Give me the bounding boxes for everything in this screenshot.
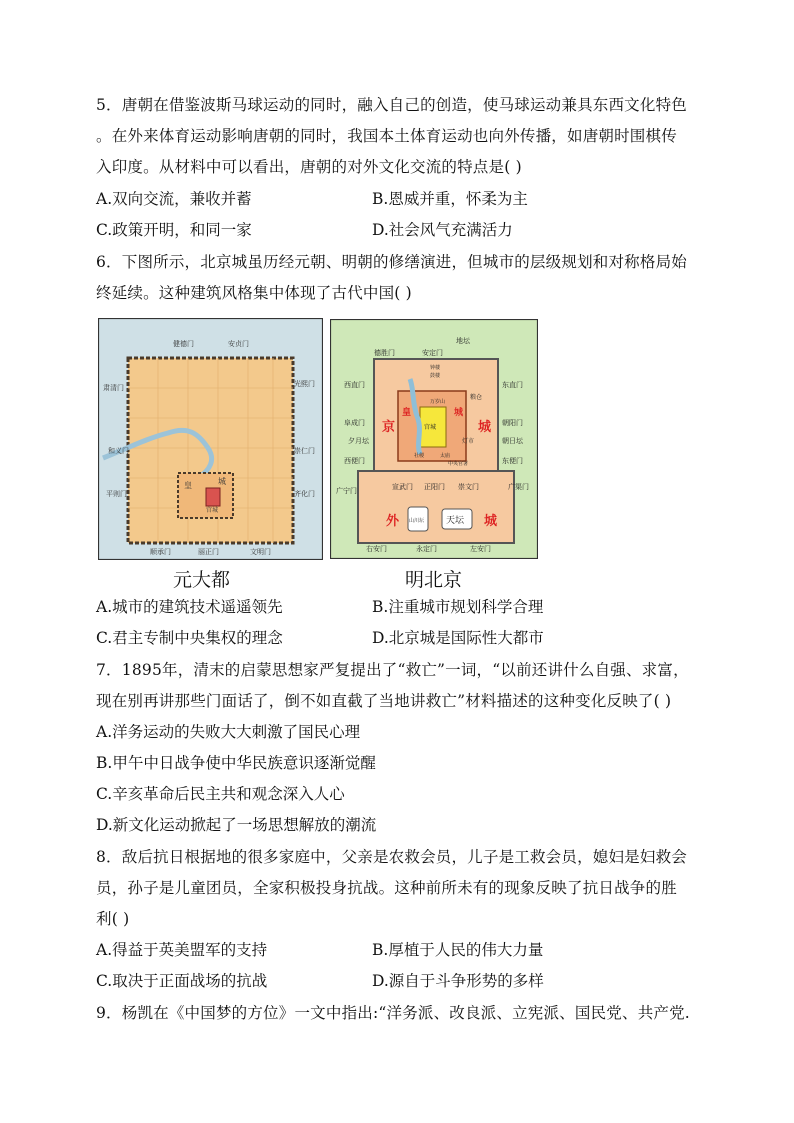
- ming-label-wai: 外: [386, 514, 400, 529]
- q5-line-2: 。在外来体育运动影响唐朝的同时，我国本土体育运动也向外传播，如唐朝时围棋传: [96, 127, 677, 145]
- ming-label-tiantan: 天坛: [446, 516, 465, 526]
- yuan-gate-guangxi: 光熙门: [294, 380, 315, 388]
- q7-line-1: 7．1895年，清末的启蒙思想家严复提出了“救亡”一词，“以前还讲什么自强、求富，: [96, 661, 689, 679]
- ming-gate-xiyuetan: 夕月坛: [348, 437, 369, 445]
- ming-label-cheng3: 城: [484, 514, 498, 529]
- ming-gate-dongzhi: 东直门: [502, 381, 523, 389]
- ming-gate-ditan: 地坛: [456, 337, 470, 345]
- map-yuan-dadu: [98, 318, 323, 560]
- ming-label-zhonglou: 钟楼: [430, 365, 441, 371]
- yuan-gate-anzhen: 安贞门: [228, 340, 249, 348]
- yuan-inner-gongcheng: 宫城: [206, 507, 219, 514]
- yuan-inner-cheng: 城: [218, 477, 226, 486]
- q7-option-b[interactable]: B.甲午中日战争使中华民族意识逐渐觉醒: [96, 754, 376, 772]
- ming-label-shanchuantan: 山川坛: [409, 518, 425, 524]
- ming-label-jing: 京: [382, 420, 396, 435]
- q8-line-2: 员，孙子是儿童团员，全家积极投身抗战。这种前所未有的现象反映了抗日战争的胜: [96, 879, 677, 897]
- ming-label-dengshi: 灯市: [462, 438, 475, 445]
- ming-label-gulou: 鼓楼: [430, 373, 441, 379]
- ming-label-wansuishan: 万岁山: [430, 399, 446, 405]
- ming-gate-xizhi: 西直门: [344, 381, 365, 389]
- ming-gate-guangqu: 广渠门: [508, 483, 529, 491]
- q7-line-2: 现在别再讲那些门面话了，倒不如直截了当地讲救亡”材料描述的这种变化反映了( ): [96, 692, 672, 710]
- yuan-gate-shuncheng: 顺承门: [150, 548, 171, 556]
- ming-label-sheji: 社稷: [414, 453, 425, 459]
- map-ming-beijing: [330, 319, 538, 559]
- ming-gate-chaoritan: 朝日坛: [502, 437, 523, 445]
- yuan-gate-suqing: 肃清门: [103, 384, 124, 392]
- ming-gate-anding: 安定门: [422, 349, 443, 357]
- q6-option-c[interactable]: C.君主专制中央集权的理念: [96, 629, 283, 647]
- q8-option-b[interactable]: B.厚植于人民的伟大力量: [372, 941, 544, 959]
- ming-label-taimiao: 太庙: [440, 453, 451, 459]
- caption-yuan-dadu: 元大都: [173, 569, 231, 591]
- ming-label-gongcheng: 宫城: [424, 424, 437, 431]
- ming-gate-desheng: 德胜门: [374, 349, 395, 357]
- q5-line-1: 5．唐朝在借鉴波斯马球运动的同时，融入自己的创造，使马球运动兼具东西文化特色: [96, 96, 687, 114]
- ming-gate-chongwen: 崇文门: [458, 483, 479, 491]
- q6-line-2: 终延续。这种建筑风格集中体现了古代中国( ): [96, 284, 412, 302]
- ming-gate-xuanwu: 宣武门: [392, 483, 413, 491]
- q6-line-1: 6．下图所示，北京城虽历经元朝、明朝的修缮演进，但城市的层级规划和对称格局始: [96, 253, 687, 271]
- q8-line-3: 利( ): [96, 910, 130, 928]
- ming-gate-dongbian: 东便门: [502, 457, 523, 465]
- ming-label-zhongyangguanshu: 中央官署: [448, 461, 469, 467]
- yuan-inner-huang: 皇: [184, 481, 192, 490]
- q8-option-d[interactable]: D.源自于斗争形势的多样: [372, 972, 544, 990]
- ming-gate-zhengyang: 正阳门: [424, 483, 445, 491]
- ming-label-cheng: 城: [478, 420, 492, 435]
- q5-option-c[interactable]: C.政策开明，和同一家: [96, 221, 252, 239]
- q6-option-d[interactable]: D.北京城是国际性大都市: [372, 629, 544, 647]
- yuan-gate-pingze: 平则门: [106, 490, 127, 498]
- ming-gate-yongding: 永定门: [416, 545, 437, 553]
- ming-gate-guangning: 广宁门: [336, 487, 357, 495]
- q8-option-a[interactable]: A.得益于英美盟军的支持: [96, 941, 268, 959]
- q7-option-d[interactable]: D.新文化运动掀起了一场思想解放的潮流: [96, 816, 377, 834]
- q7-option-a[interactable]: A.洋务运动的失败大大刺激了国民心理: [96, 723, 361, 741]
- q9-line-1: 9．杨凯在《中国梦的方位》一文中指出:“洋务派、改良派、立宪派、国民党、共产党.: [96, 1004, 690, 1022]
- q6-option-a[interactable]: A.城市的建筑技术遥遥领先: [96, 598, 283, 616]
- ming-gate-fucheng: 阜成门: [344, 419, 365, 427]
- q6-option-b[interactable]: B.注重城市规划科学合理: [372, 598, 544, 616]
- q5-option-b[interactable]: B.恩威并重，怀柔为主: [372, 190, 528, 208]
- ming-label-huang: 皇: [402, 408, 412, 418]
- yuan-gate-lizheng: 丽正门: [198, 548, 219, 556]
- ming-gate-xibian: 西便门: [344, 457, 365, 465]
- q7-option-c[interactable]: C.辛亥革命后民主共和观念深入人心: [96, 785, 345, 803]
- caption-ming-beijing: 明北京: [405, 569, 463, 591]
- ming-gate-zuoan: 左安门: [470, 545, 491, 553]
- yuan-gate-jiande: 健德门: [173, 340, 194, 348]
- q5-option-a[interactable]: A.双向交流，兼收并蓄: [96, 190, 252, 208]
- q8-line-1: 8．敌后抗日根据地的很多家庭中，父亲是农救会员，儿子是工救会员，媳妇是妇救会: [96, 848, 687, 866]
- ming-gate-chaoyang: 朝阳门: [502, 419, 523, 427]
- ming-label-liangcang: 粮仓: [470, 394, 483, 401]
- yuan-gate-chongren: 崇仁门: [294, 447, 315, 455]
- q5-option-d[interactable]: D.社会风气充满活力: [372, 221, 513, 239]
- yuan-gate-heyi: 和义门: [108, 447, 129, 455]
- q8-option-c[interactable]: C.取决于正面战场的抗战: [96, 972, 268, 990]
- ming-gate-youan: 右安门: [366, 545, 387, 553]
- yuan-gate-qihua: 齐化门: [294, 490, 315, 498]
- q5-line-3: 入印度。从材料中可以看出，唐朝的对外文化交流的特点是( ): [96, 158, 522, 176]
- ming-label-cheng2: 城: [454, 408, 464, 418]
- yuan-gate-wenming: 文明门: [250, 548, 271, 556]
